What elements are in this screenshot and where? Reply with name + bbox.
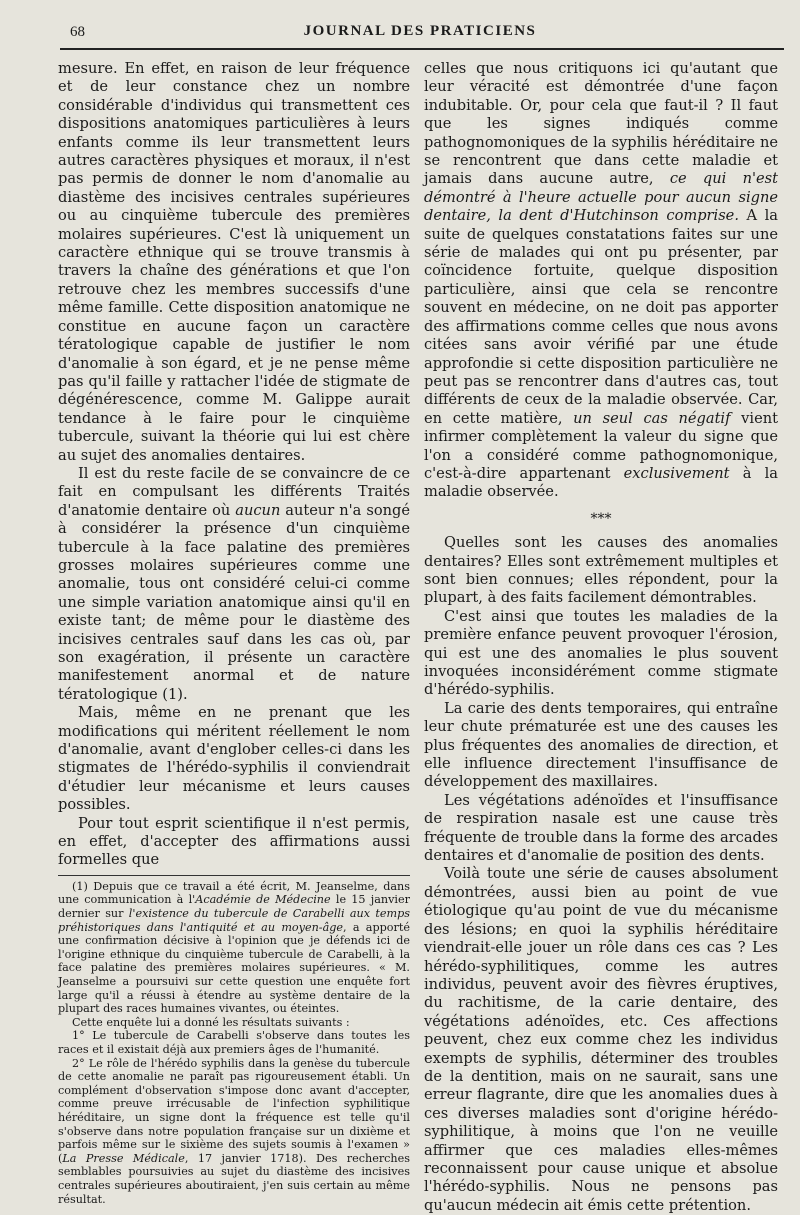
paragraph: Il est du reste facile de se convaincre de ce fait en compulsant les différents Traités d'anatomie dentaire où aucun auteur n'a songé à considérer la présence d'un cinquième tubercule à la face palatine des premières grosses molaires supérieures comme une anomalie, tous ont considéré celui-ci comme une simple variation anatomique ainsi qu'il en existe tant; de même pour le diastème des incisives centrales sauf dans les cas où, par son exagération, il présente un caractère manifestement anormal et de nature tératologique (1).: [58, 464, 410, 703]
footnote: Cette enquête lui a donné les résultats suivants :: [72, 1015, 350, 1029]
footnotes: [58, 880, 410, 1206]
paragraph: Pour tout esprit scientifique il n'est permis, en effet, d'accepter des affirmations aussi formelles que: [58, 814, 410, 869]
running-title: JOURNAL DES PRATICIENS: [303, 23, 537, 39]
right-column: [424, 60, 778, 1215]
footnote-separator: [58, 875, 410, 876]
paragraph: Quelles sont les causes des anomalies dentaires? Elles sont extrêmement multiples et sont bien connues; elles répondent, pour la plupart, à des faits facilement démontrables.: [424, 534, 778, 607]
left-column: [58, 60, 410, 1206]
section-asterism: ***: [590, 510, 612, 527]
page-number: 68: [70, 24, 85, 40]
paragraph: celles que nous critiquons ici qu'autant que leur véracité est démontrée d'une façon indubitable. Or, pour cela que faut-il ? Il faut que les signes indiqués comme pathognomoniques de la syphilis héréditaire ne se rencontrent que dans cette maladie et jamais dans aucune autre, ce qui n'est démontré à l'heure actuelle pour aucun signe dentaire, la dent d'Hutchinson comprise. A la suite de quelques constatations faites sur une série de malades qui ont pu présenter, par coïncidence fortuite, quelque disposition particulière, ainsi que cela se rencontre souvent en médecine, on ne doit pas apporter des affirmations comme celles que nous avons citées sans avoir vérifié par une étude approfondie si cette disposition particulière ne peut pas se rencontrer dans d'autres cas, tout différents de ceux de la maladie observée. Car, en cette matière, un seul cas négatif vient infirmer complètement la valeur du signe que l'on a considéré comme pathognomonique, c'est-à-dire appartenant exclusivement à la maladie observée.: [424, 60, 778, 501]
running-header: [60, 20, 780, 46]
paragraph: C'est ainsi que toutes les maladies de la première enfance peuvent provoquer l'érosion, qui est une des anomalies le plus souvent invoquées inconsidérément comme stigmate d'hérédo-syphilis.: [424, 607, 778, 699]
paragraph: Mais, même en ne prenant que les modifications qui méritent réellement le nom d'anomalie, avant d'englober celles-ci dans les stigmates de l'hérédo-syphilis il conviendrait d'étudier leur mécanisme et leurs causes possibles.: [58, 704, 410, 814]
paragraph: mesure. En effet, en raison de leur fréquence et de leur constance chez un nombre considérable d'individus qui transmettent ces dispositions anatomiques particulières à leurs enfants comme ils leur transmettent leurs autres caractères physiques et moraux, il n'est pas permis de donner le nom d'anomalie au diastème des incisives centrales supérieures ou au cinquième tubercule des premières molaires supérieures. C'est là uniquement un caractère ethnique qui se trouve transmis à travers la chaîne des générations et que l'on retrouve chez les membres successifs d'une même famille. Cette disposition anatomique ne constitue en aucune façon un caractère tératologique capable de justifier le nom d'anomalie à son égard, et je ne pense même pas qu'il faille y rattacher l'idée de stigmate de dégénérescence, comme M. Galippe aurait tendance à le faire pour le cinquième tubercule, suivant la théorie qui lui est chère au sujet des anomalies dentaires.: [58, 60, 410, 464]
footnote: 1° Le tubercule de Carabelli s'observe dans toutes les races et il existait déjà aux premiers âges de l'humanité.: [58, 1029, 410, 1056]
paragraph: Voilà toute une série de causes absolument démontrées, aussi bien au point de vue étiologique qu'au point de vue du mécanisme des lésions; en quoi la syphilis héréditaire viendrait-elle jouer un rôle dans ces cas ? Les hérédo-syphilitiques, comme les autres individus, peuvent avoir des fièvres éruptives, du rachitisme, de la carie dentaire, des végétations adénoïdes, etc. Ces affections peuvent, chez eux comme chez les individus exempts de syphilis, déterminer des troubles de la dentition, mais on ne saurait, sans une erreur flagrante, dire que les anomalies dues à ces diverses maladies sont d'origine hérédo-syphilitique, à moins que l'on ne veuille affirmer que ces maladies elles-mêmes reconnaissent pour cause unique et absolue l'hérédo-syphilis. Nous ne pensons pas qu'aucun médecin ait émis cette prétention.: [424, 865, 778, 1214]
paragraph: La carie des dents temporaires, qui entraîne leur chute prématurée est une des causes les plus fréquentes des anomalies de direction, et elle influence directement l'insuffisance de développement des maxillaires.: [424, 699, 778, 791]
footnote: 2° Le rôle de l'hérédo syphilis dans la genèse du tubercule de cette anomalie ne paraît pas rigoureusement établi. Un complément d'observation s'impose donc avant d'accepter, comme preuve irrécusable de l'infection syphilitique héréditaire, un signe dont la fréquence est telle qu'il s'observe dans notre population française sur un dixième et parfois même sur le sixième des sujets soumis à l'examen » (La Presse Médicale, 17 janvier 1718). Des recherches semblables poursuivies au sujet du diastème des incisives centrales supérieures aboutiraient, j'en suis certain au même résultat.: [58, 1056, 411, 1206]
paragraph: Les végétations adénoïdes et l'insuffisance de respiration nasale est une cause très fréquente de trouble dans la forme des arcades dentaires et d'anomalie de position des dents.: [424, 791, 778, 865]
footnote: (1) Depuis que ce travail a été écrit, M. Jeanselme, dans une communication à l'Académie de Médecine le 15 janvier dernier sur l'existence du tubercule de Carabelli aux temps préhistoriques dans l'antiquité et au moyen-âge, a apporté une confirmation décisive à l'opinion que je défends ici de l'origine ethnique du cinquième tubercule de Carabelli, à la face palatine des premières molaires supérieures. « M. Jeanselme a poursuivi sur cette question une enquête fort large qu'il a réussi à étendre au système dentaire de la plupart des races humaines vivantes, ou éteintes.: [58, 879, 411, 1016]
header-rule: [60, 48, 784, 50]
